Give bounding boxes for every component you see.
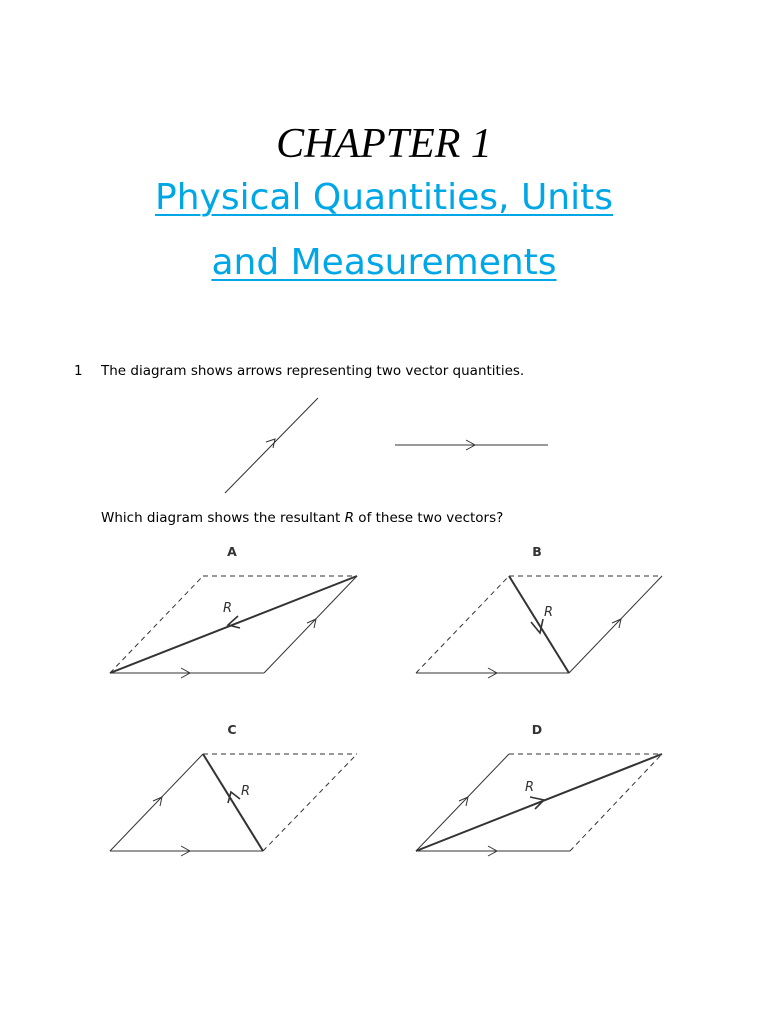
question-text: The diagram shows arrows representing two vector quantities. <box>101 363 525 379</box>
option-d-resultant-label: R <box>525 780 535 795</box>
chapter-title-line-2[interactable]: and Measurements <box>211 242 557 283</box>
question-prompt-before: Which diagram shows the resultant <box>101 510 345 526</box>
option-c-label[interactable]: C <box>227 722 237 737</box>
option-d-label[interactable]: D <box>531 722 543 737</box>
option-b-label[interactable]: B <box>532 544 542 559</box>
option-c-diagram <box>110 754 357 856</box>
given-vector-horizontal <box>395 440 548 450</box>
option-d-diagram <box>416 754 662 856</box>
question-number: 1 <box>74 363 83 379</box>
chapter-heading: CHAPTER 1 <box>276 121 492 167</box>
chapter-title-line-1[interactable]: Physical Quantities, Units <box>155 177 613 218</box>
option-a-label[interactable]: A <box>227 544 237 559</box>
option-c-resultant-label: R <box>241 784 251 799</box>
option-a-resultant-label: R <box>223 601 233 616</box>
option-b-diagram <box>416 576 662 678</box>
question-prompt-after: of these two vectors? <box>354 510 504 526</box>
question-prompt-symbol: R <box>344 510 355 526</box>
option-a-diagram <box>110 576 357 678</box>
given-vector-diagonal <box>225 398 318 493</box>
option-b-resultant-label: R <box>544 605 554 620</box>
